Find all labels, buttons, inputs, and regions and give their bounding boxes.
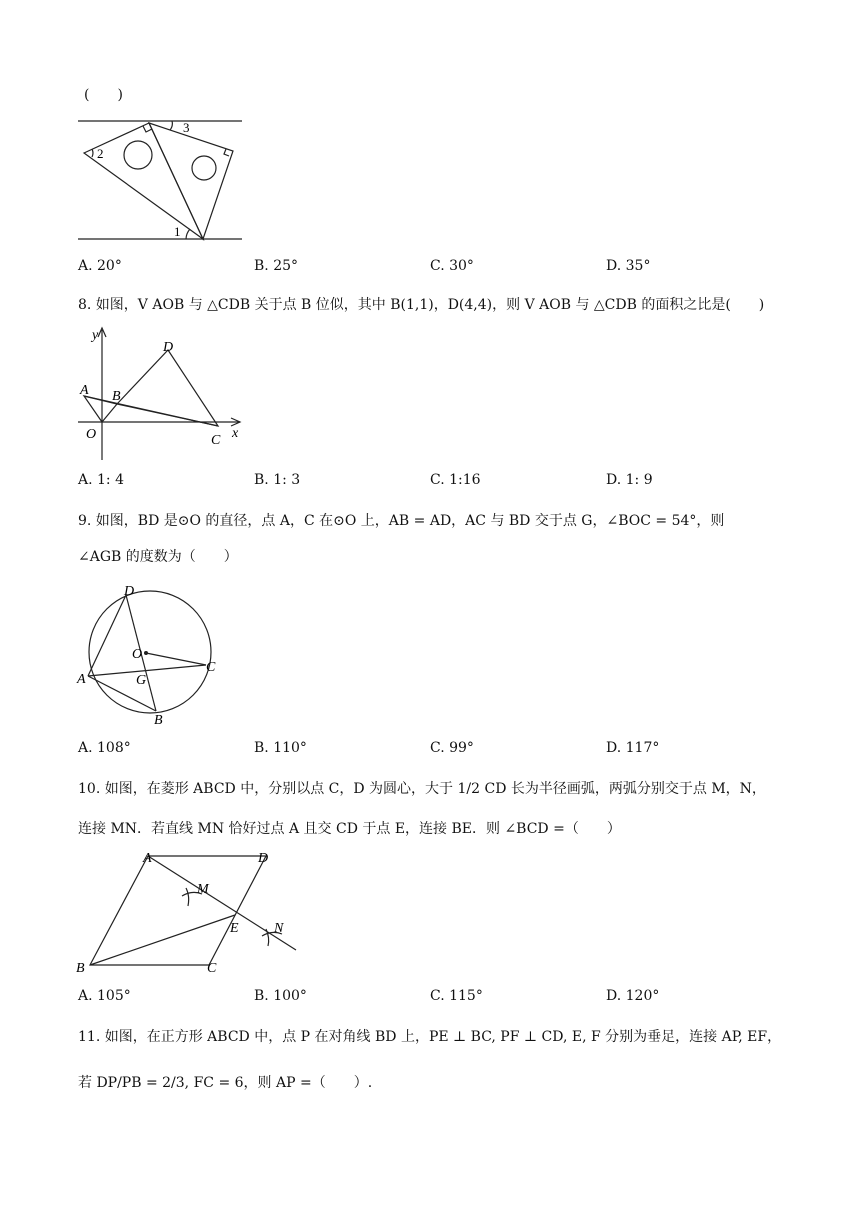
q7-option-b: B. 25° (254, 258, 299, 274)
q9-option-d: D. 117° (606, 740, 660, 756)
q10-label-d: D (258, 851, 269, 866)
q10-label-m: M (197, 882, 209, 897)
q8-label-o: O (86, 427, 97, 442)
q10-option-d: D. 120° (606, 988, 660, 1004)
q8-option-c: C. 1:16 (430, 472, 481, 488)
q7-answer-paren: ( ) (84, 87, 123, 103)
q7-angle-2-arc (92, 149, 93, 157)
q10-stem-line-1: 10. 如图，在菱形 ABCD 中，分别以点 C，D 为圆心，大于 1/2 CD 长为半径画弧，两弧分别交于点 M，N， (78, 781, 766, 797)
q7-figure (70, 112, 250, 248)
q8-label-d: D (163, 340, 174, 355)
q7-right-set-square (149, 123, 233, 239)
q9-circle-o (89, 591, 211, 713)
q8-label-x: x (232, 426, 239, 441)
q7-label-3: 3 (183, 120, 190, 135)
q7-label-1: 1 (174, 224, 181, 239)
q10-option-c: C. 115° (430, 988, 483, 1004)
q7-right-angle-mark-2 (224, 149, 229, 156)
q10-option-a: A. 105° (78, 988, 131, 1004)
q8-label-y: y (92, 328, 99, 343)
q7-angle-3-arc (170, 121, 172, 130)
q10-label-n: N (274, 921, 284, 936)
q9-option-b: B. 110° (254, 740, 307, 756)
q10-label-b: B (76, 961, 85, 976)
q9-option-a: A. 108° (78, 740, 131, 756)
q9-radius-oc (146, 653, 206, 665)
q9-label-g: G (136, 673, 147, 688)
q8-label-a: A (80, 383, 89, 398)
q10-label-c: C (207, 961, 217, 976)
q7-option-a: A. 20° (78, 258, 122, 274)
q8-label-b: B (112, 389, 121, 404)
q9-label-a: A (77, 672, 86, 687)
q8-label-c: C (211, 433, 221, 448)
q9-label-d: D (124, 584, 135, 599)
q10-figure (70, 846, 310, 980)
q8-option-a: A. 1: 4 (78, 472, 124, 488)
q10-label-e: E (230, 921, 239, 936)
q9-figure (72, 574, 232, 734)
q10-stem-line-2: 连接 MN．若直线 MN 恰好过点 A 且交 CD 于点 E，连接 BE．则 ∠BCD =（ ） (78, 821, 621, 837)
q10-label-a: A (143, 851, 152, 866)
q8-option-d: D. 1: 9 (606, 472, 653, 488)
q7-left-square-hole (124, 141, 152, 169)
q7-option-c: C. 30° (430, 258, 474, 274)
q9-chord-da (88, 595, 126, 676)
q10-arc-n-2 (266, 929, 269, 946)
q9-option-c: C. 99° (430, 740, 474, 756)
q7-right-square-hole (192, 156, 216, 180)
q9-center-dot (144, 651, 148, 655)
q7-left-set-square (84, 123, 203, 239)
q11-stem-line-1: 11. 如图，在正方形 ABCD 中，点 P 在对角线 BD 上，PE ⊥ BC, PF ⊥ CD, E, F 分别为垂足，连接 AP, EF， (78, 1029, 782, 1045)
q9-label-o: O (132, 647, 143, 662)
q7-option-d: D. 35° (606, 258, 651, 274)
q7-angle-1-arc (186, 229, 190, 239)
q8-option-b: B. 1: 3 (254, 472, 301, 488)
q10-rhombus-abcd (90, 856, 266, 965)
q7-label-2: 2 (97, 146, 104, 161)
q9-stem-line-1: 9. 如图，BD 是⊙O 的直径，点 A，C 在⊙O 上，AB = AD，AC 与 BD 交于点 G，∠BOC = 54°，则 (78, 513, 725, 529)
q9-label-b: B (154, 713, 163, 728)
q9-label-c: C (206, 660, 216, 675)
q9-stem-line-2: ∠AGB 的度数为（ ） (78, 549, 238, 565)
q11-stem-line-2: 若 DP/PB = 2/3, FC = 6，则 AP =（ ）. (78, 1075, 373, 1091)
q8-stem: 8. 如图，V AOB 与 △CDB 关于点 B 位似，其中 B(1,1)，D(4,4)，则 V AOB 与 △CDB 的面积之比是( ) (78, 297, 765, 313)
q10-option-b: B. 100° (254, 988, 307, 1004)
q10-arc-m-2 (186, 888, 189, 906)
q8-figure (70, 320, 260, 465)
